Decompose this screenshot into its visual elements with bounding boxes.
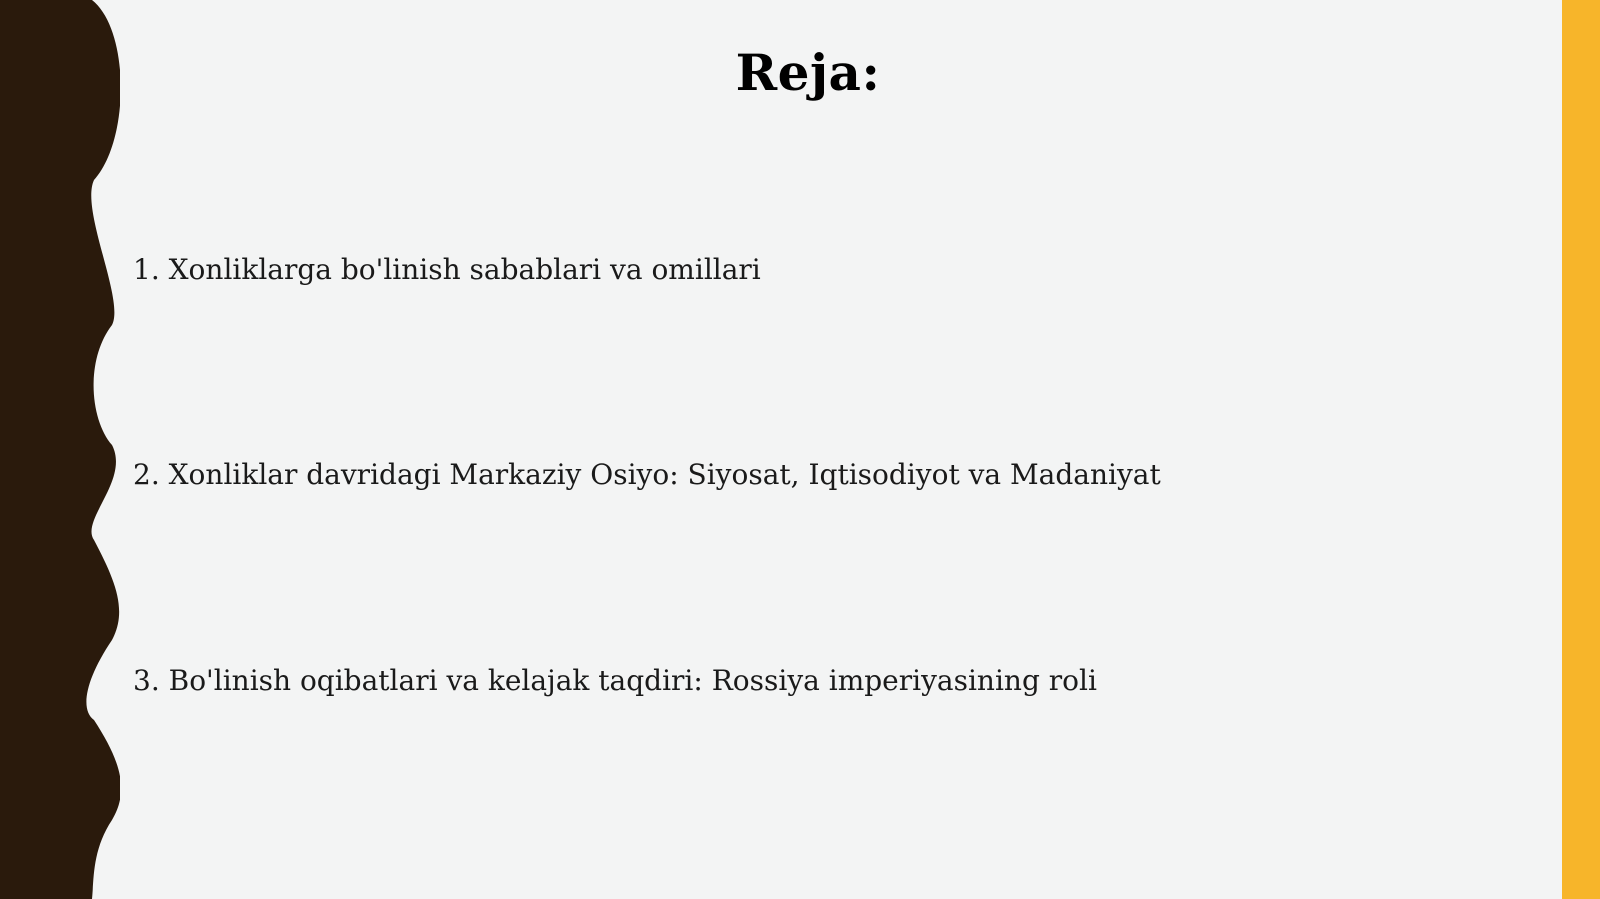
plan-item-1: 1. Xonliklarga bo'linish sabablari va omillari bbox=[133, 253, 761, 286]
slide-title: Reja: bbox=[735, 43, 881, 102]
plan-item-3: 3. Bo'linish oqibatlari va kelajak taqdiri: Rossiya imperiyasining roli bbox=[133, 664, 1097, 697]
wavy-border-decoration bbox=[0, 0, 120, 899]
plan-item-2: 2. Xonliklar davridagi Markaziy Osiyo: Siyosat, Iqtisodiyot va Madaniyat bbox=[133, 458, 1161, 491]
accent-bar bbox=[1562, 0, 1600, 899]
